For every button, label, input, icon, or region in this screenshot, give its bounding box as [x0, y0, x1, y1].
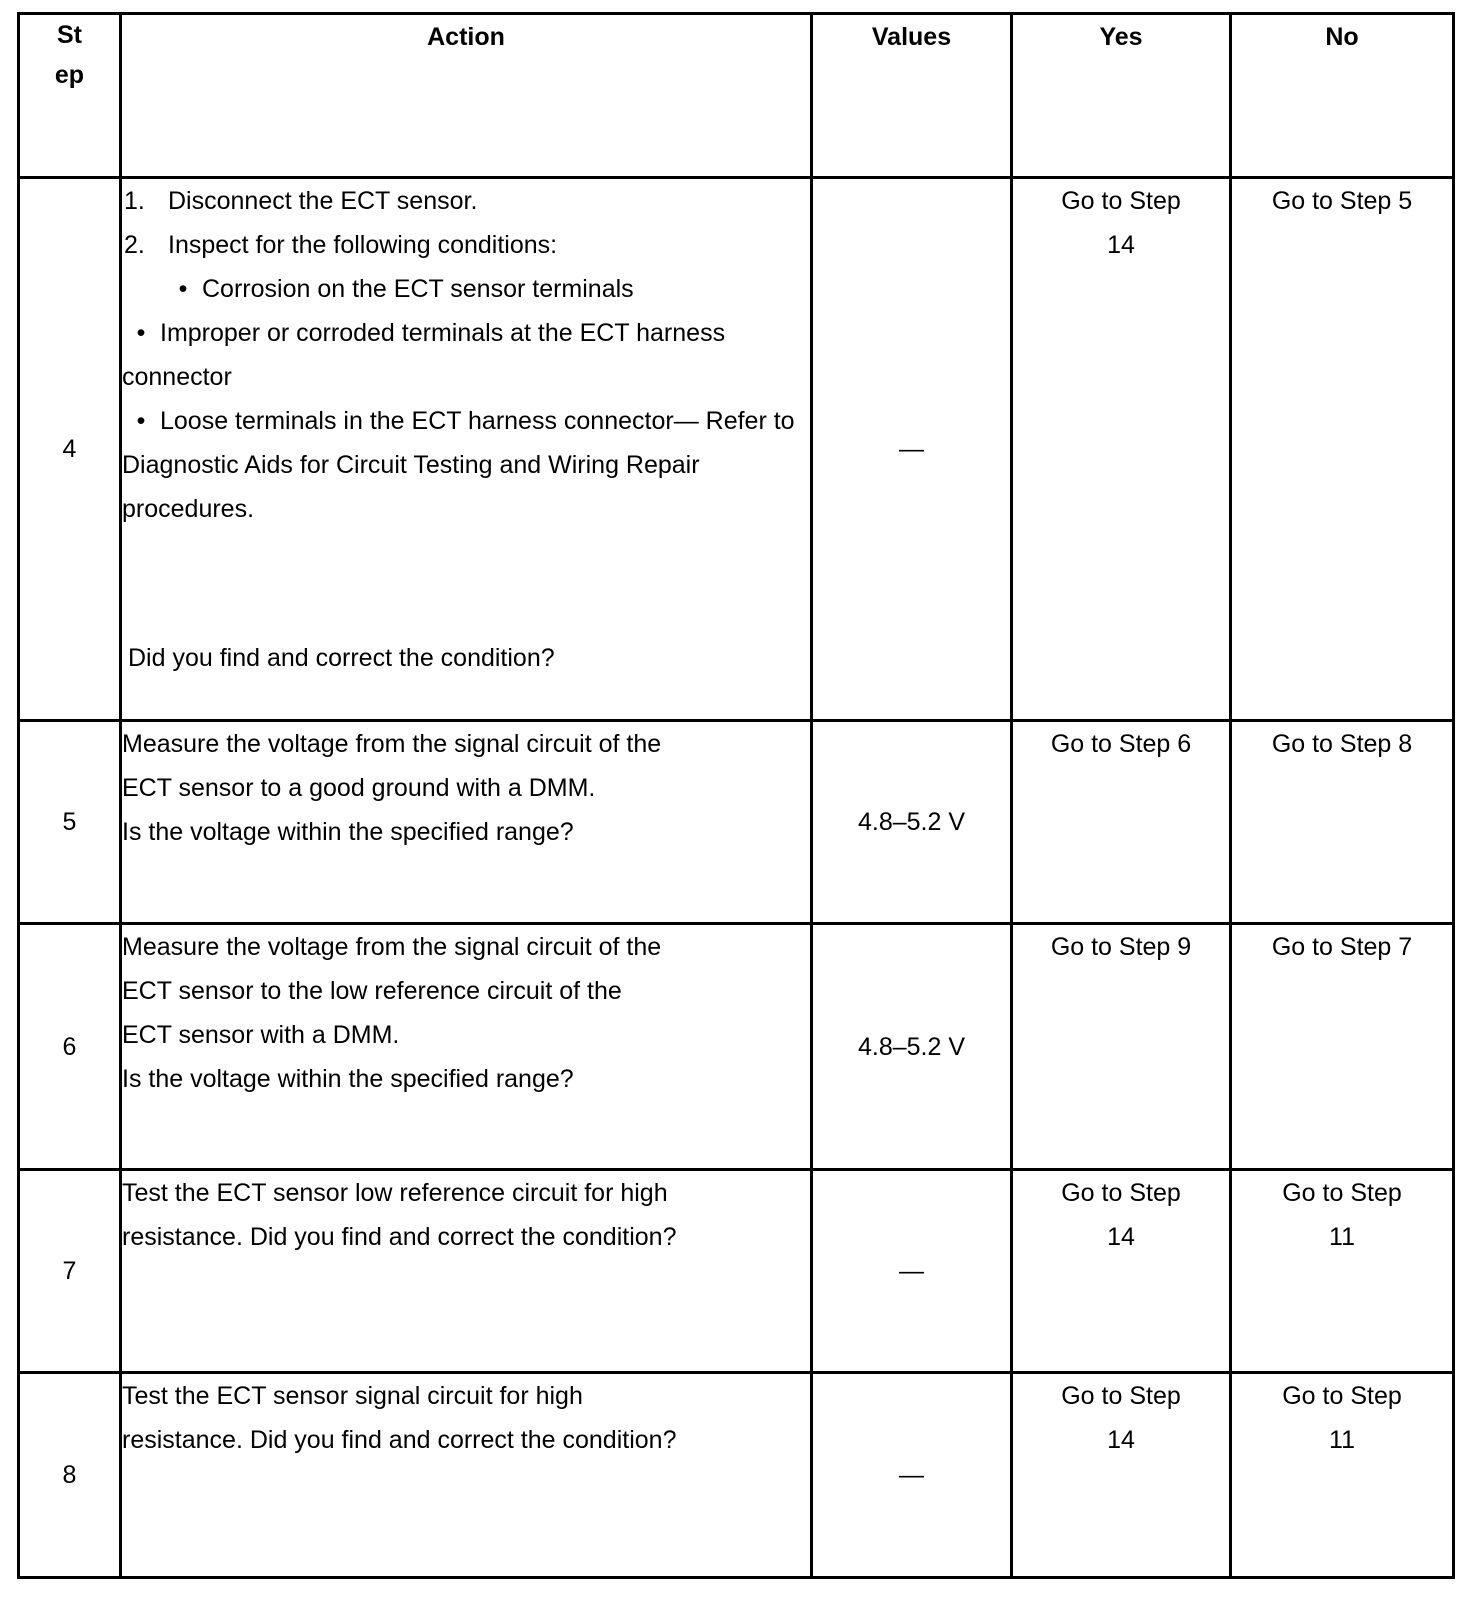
- action-cell: Test the ECT sensor signal circuit for high resistance. Did you find and correct the condition?: [121, 1373, 812, 1578]
- step-number: 7: [19, 1170, 121, 1373]
- no-cell: Go to Step 8: [1231, 721, 1454, 924]
- step-number: 6: [19, 924, 121, 1170]
- no-cell: Go to Step 7: [1231, 924, 1454, 1170]
- header-action: Action: [121, 14, 812, 178]
- step-number: 8: [19, 1373, 121, 1578]
- table-row: [19, 1373, 1454, 1578]
- action-cell: [121, 178, 812, 721]
- sub-bullet-item: • Corrosion on the ECT sensor terminals: [122, 267, 810, 311]
- action-cell: Measure the voltage from the signal circuit of the ECT sensor to the low reference circuit of the ECT sensor with a DMM. Is the voltage within the specified range?: [121, 924, 812, 1170]
- diagnostic-table: [17, 12, 1455, 1579]
- no-cell: Go to Step 11: [1231, 1170, 1454, 1373]
- action-cell: Test the ECT sensor low reference circuit for high resistance. Did you find and correct the condition?: [121, 1170, 812, 1373]
- bullet-icon: •: [178, 275, 188, 303]
- table-row: [19, 178, 1454, 721]
- list-item: 2. Inspect for the following conditions:: [124, 231, 558, 259]
- header-step: St ep: [19, 14, 121, 178]
- yes-cell: Go to Step 14: [1012, 1373, 1231, 1578]
- yes-cell: Go to Step 6: [1012, 721, 1231, 924]
- header-no: No: [1231, 14, 1454, 178]
- value-cell: —: [812, 1373, 1012, 1578]
- question-text: Did you find and correct the condition?: [128, 644, 555, 672]
- value-cell: 4.8–5.2 V: [812, 721, 1012, 924]
- yes-cell: Go to Step 14: [1012, 1170, 1231, 1373]
- action-cell: Measure the voltage from the signal circuit of the ECT sensor to a good ground with a DMM. Is the voltage within the specified range?: [121, 721, 812, 924]
- table-row: [19, 1170, 1454, 1373]
- no-cell: Go to Step 11: [1231, 1373, 1454, 1578]
- bullet-icon: •: [136, 319, 146, 347]
- bullet-icon: •: [136, 407, 146, 435]
- list-item: 1. Disconnect the ECT sensor.: [124, 187, 478, 215]
- step-number: 5: [19, 721, 121, 924]
- header-row: [19, 14, 1454, 178]
- value-cell: —: [812, 178, 1012, 721]
- yes-cell: Go to Step 14: [1012, 178, 1231, 721]
- bullet-item: • Loose terminals in the ECT harness connector— Refer to Diagnostic Aids for Circuit Testing and Wiring Repair procedures.: [122, 399, 810, 531]
- no-cell: Go to Step 5: [1231, 178, 1454, 721]
- table-row: [19, 721, 1454, 924]
- step-number: 4: [19, 178, 121, 721]
- table-row: [19, 924, 1454, 1170]
- value-cell: 4.8–5.2 V: [812, 924, 1012, 1170]
- bullet-item: • Improper or corroded terminals at the ECT harness connector: [122, 311, 810, 399]
- header-yes: Yes: [1012, 14, 1231, 178]
- header-values: Values: [812, 14, 1012, 178]
- yes-cell: Go to Step 9: [1012, 924, 1231, 1170]
- value-cell: —: [812, 1170, 1012, 1373]
